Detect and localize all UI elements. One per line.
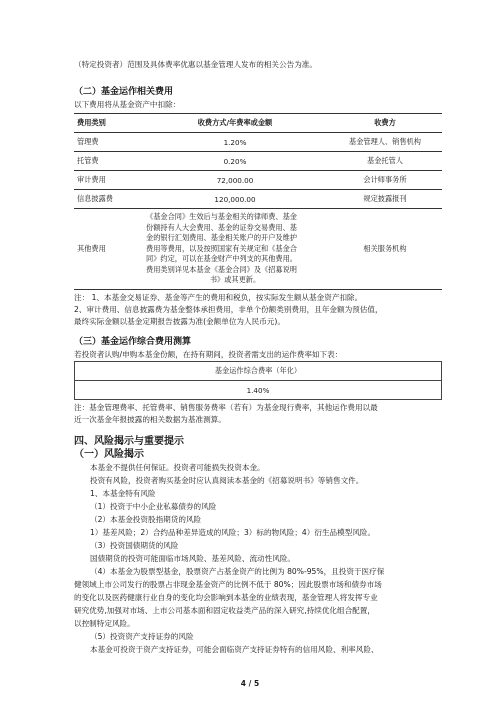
fee-rate: 72,000.00 — [142, 171, 328, 190]
desc-line: 金的银行汇划费用、基金相关账户的开户及维护 — [146, 233, 297, 242]
section2-subtitle: 以下费用将从基金资产中扣除： — [74, 100, 181, 109]
section3-note: 近一次基金年报披露的相关数据为基准测算。 — [74, 415, 226, 424]
risk-line: 以控制特定风险。 — [74, 619, 135, 628]
header-rate: 收费方式/年费率或金额 — [142, 114, 328, 133]
section3-title: （三）基金运作综合费用测算 — [74, 337, 192, 347]
fee-rate: 120,000.00 — [142, 190, 328, 209]
risk-line: （5）投资资产支持证券的风险 — [90, 632, 194, 641]
header-payee: 收费方 — [328, 114, 442, 133]
risk-line: 1、本基金特有风险 — [90, 489, 156, 498]
risk-line: 国债期货的投资可能面临市场风险、基差风险、流动性风险。 — [90, 554, 296, 563]
table-row — [74, 152, 442, 171]
rate-table-header: 基金运作综合费率（年化） — [75, 362, 442, 381]
section3-note: 注：基金管理费率、托管费率、销售服务费率（若有）为基金现行费率，其他运作费用以最 — [74, 403, 378, 412]
risk-line: 研究优势,加强对市场、上市公司基本面和固定收益类产品的深入研究,持续优化组合配置， — [74, 606, 375, 615]
desc-line: 费用等费用，以及按照国家有关规定和《基金合 — [146, 243, 297, 253]
fee-payee: 会计师事务所 — [328, 171, 442, 190]
rate-table-value: 1.40% — [75, 381, 442, 400]
desc-line: 《基金合同》生效后与基金相关的律师费、基金 — [146, 212, 297, 221]
risk-line: 投资有风险，投资者购买基金时应认真阅读本基金的《招募说明书》等销售文件。 — [90, 476, 364, 485]
section2-note: 最终实际金额以基金定期报告披露为准(金额单位为人民币元)。 — [74, 317, 285, 326]
header-category: 费用类别 — [74, 114, 142, 133]
risk-line: （1）投资于中小企业私募债券的风险 — [90, 502, 217, 511]
intro-line: （特定投资者）范围及具体费率优惠以基金管理人发布的相关公告为准。 — [74, 60, 317, 69]
risk-line: 本基金可投资于资产支持证券，可能会面临资产支持证券特有的信用风险、利率风险、 — [90, 645, 379, 654]
risk-line: （3）投资国债期货的风险 — [90, 541, 179, 550]
section3-subtitle: 若投资者认购/申购本基金份额，在持有期间，投资者需支出的运作费率如下表： — [74, 350, 343, 359]
rate-table — [74, 361, 442, 400]
risk-line: 健领域上市公司发行的股票占非现金基金资产的比例不低于 80%；因此股票市场和债券市场 — [74, 580, 382, 589]
fees-header-row — [74, 114, 442, 133]
desc-line: 份额持有人大会费用、基金的证券交易费用、基 — [146, 222, 297, 232]
fee-rate: 1.20% — [142, 133, 328, 152]
risk-line: （2）本基金投资股指期货的风险 — [90, 515, 202, 524]
fee-category: 管理费 — [74, 133, 142, 152]
fee-category: 其他费用 — [74, 209, 142, 290]
section2-title: （二）基金运作相关费用 — [74, 87, 174, 97]
desc-line: 费用类别详见本基金《基金合同》及《招募说明 — [146, 264, 297, 274]
fee-payee: 相关服务机构 — [328, 209, 442, 290]
fee-payee: 规定披露报刊 — [328, 190, 442, 209]
fee-category: 审计费用 — [74, 171, 142, 190]
table-row — [74, 190, 442, 209]
fees-table — [74, 113, 442, 290]
section4-title: 四、风险揭示与重要提示 — [74, 436, 184, 447]
fee-category: 托管费 — [74, 152, 142, 171]
section2-note: 2、审计费用、信息披露费为基金整体承担费用，非单个份额类别费用，且年金额为预估值， — [74, 305, 383, 314]
table-row — [74, 171, 442, 190]
risk-line: （4）本基金为股票型基金，股票资产占基金资产的比例为 80%-95%，且投资于医疗保 — [90, 567, 385, 576]
risk-line: 本基金不提供任何保证。投资者可能损失投资本金。 — [90, 463, 265, 472]
table-row — [74, 133, 442, 152]
risk-line: 1）基差风险；2）合约品种差异造成的风险；3）标的物风险；4）衍生品模型风险。 — [90, 528, 376, 537]
page-number: 4 / 5 — [240, 679, 260, 688]
section4-sub1: （一）风险揭示 — [74, 449, 144, 460]
desc-line: 同》约定，可以在基金财产中列支的其他费用。 — [146, 254, 297, 263]
table-row — [74, 209, 442, 290]
fee-payee: 基金托管人 — [328, 152, 442, 171]
desc-line: 书》或其更新。 — [209, 275, 261, 284]
fee-category: 信息披露费 — [74, 190, 142, 209]
section2-note: 注： 1、本基金交易证券、基金等产生的费用和税负，按实际发生额从基金资产扣除。 — [74, 293, 363, 302]
other-fee-description — [142, 209, 328, 290]
fee-payee: 基金管理人、销售机构 — [328, 133, 442, 152]
risk-line: 的变化以及医药健康行业自身的变化均会影响到本基金的业绩表现，基金管理人将发挥专业 — [74, 593, 378, 602]
fee-rate: 0.20% — [142, 152, 328, 171]
